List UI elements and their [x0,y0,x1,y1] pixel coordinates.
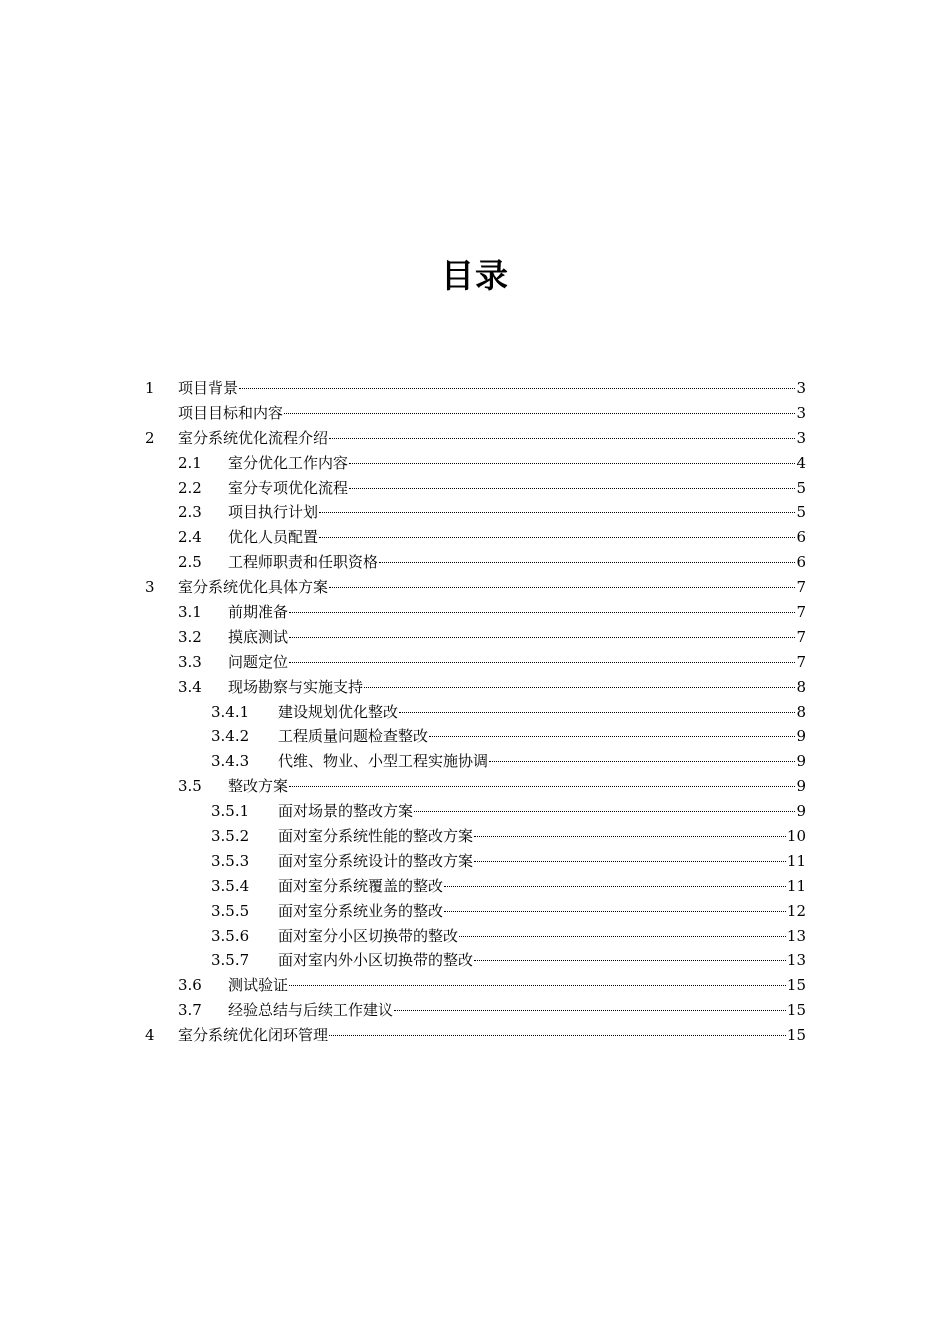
toc-dot-leader [329,587,795,588]
toc-entry-number: 1 [145,379,155,397]
toc-entry-line [278,924,806,949]
toc-dot-leader [289,786,795,787]
toc-entry-number: 3.2 [178,627,202,646]
toc-entry[interactable] [0,426,950,451]
toc-entry-line [178,401,806,426]
toc-dot-leader [399,712,795,713]
toc-entry[interactable] [0,799,950,824]
toc-entry-line [278,749,806,774]
toc-entry-line [278,724,806,749]
toc-entry-title: 面对场景的整改方案 [278,802,414,821]
toc-dot-leader [289,637,795,638]
toc-entry[interactable] [0,451,950,476]
toc-entry-title: 室分系统优化闭环管理 [178,1026,329,1045]
toc-entry-title: 前期准备 [228,603,289,622]
toc-entry-line [228,774,806,799]
toc-dot-leader [364,687,795,688]
toc-entry-page-number: 7 [796,627,806,646]
toc-entry[interactable] [0,973,950,998]
toc-entry[interactable] [0,924,950,949]
toc-entry-title: 面对室分系统性能的整改方案 [278,827,474,846]
toc-entry-number: 3.5.3 [211,851,250,870]
toc-dot-leader [349,463,795,464]
toc-dot-leader [284,413,795,414]
toc-entry-line [278,874,806,899]
toc-entry[interactable] [0,749,950,774]
toc-entry-page-number: 9 [796,802,806,821]
toc-entry[interactable] [0,376,950,401]
toc-entry[interactable] [0,650,950,675]
toc-entry-number: 2.5 [178,553,202,572]
toc-entry-number: 2.1 [178,453,202,472]
toc-entry-line [278,799,806,824]
toc-entry-number: 3.1 [178,603,202,622]
toc-entry-page-number: 4 [796,453,806,472]
toc-dot-leader [414,811,795,812]
toc-entry-page-number: 3 [796,403,806,422]
toc-entry[interactable] [0,675,950,700]
toc-entry[interactable] [0,948,950,973]
toc-entry-page-number: 8 [796,702,806,721]
toc-entry-page-number: 11 [786,851,806,870]
toc-entry[interactable] [0,625,950,650]
toc-entry-title: 代维、物业、小型工程实施协调 [278,752,489,771]
toc-entry-number: 3.7 [178,1001,202,1020]
toc-entry-title: 优化人员配置 [228,528,319,547]
toc-entry-title: 测试验证 [228,976,289,995]
toc-dot-leader [429,736,795,737]
toc-entry-line [228,476,806,501]
toc-entry[interactable] [0,874,950,899]
toc-entry-number: 2.4 [178,528,202,547]
toc-entry-title: 面对室分小区切换带的整改 [278,926,459,945]
toc-entry-page-number: 9 [796,777,806,796]
toc-entry[interactable] [0,401,950,426]
toc-entry-page-number: 7 [796,603,806,622]
toc-entry-number: 2.2 [178,478,202,497]
toc-entry-line [228,550,806,575]
toc-entry-line [228,600,806,625]
toc-entry-line [278,700,806,725]
toc-dot-leader [349,488,795,489]
toc-entry-number: 3.5.2 [211,827,250,846]
toc-entry-number: 2 [145,428,155,447]
toc-entry-page-number: 7 [796,578,806,597]
toc-entry-line [178,1023,806,1048]
toc-entry-number: 3.4.2 [211,727,250,746]
toc-entry-page-number: 15 [786,976,806,995]
toc-entry-line [228,500,806,525]
toc-entry-title: 室分系统优化具体方案 [178,578,329,597]
toc-entry-title: 项目背景 [178,379,239,397]
toc-entry-line [178,426,806,451]
toc-entry[interactable] [0,500,950,525]
toc-dot-leader [329,438,795,439]
toc-entry[interactable] [0,600,950,625]
toc-entry[interactable] [0,849,950,874]
toc-entry-line [228,525,806,550]
toc-entry-title: 工程质量问题检查整改 [278,727,429,746]
toc-entry-number: 3 [145,578,155,597]
toc-entry[interactable] [0,525,950,550]
toc-entry[interactable] [0,575,950,600]
toc-entry-page-number: 15 [786,1001,806,1020]
toc-entry-line [278,899,806,924]
toc-entry-title: 摸底测试 [228,627,289,646]
toc-entry-line [228,451,806,476]
toc-entry-line [228,998,806,1023]
toc-entry-number: 3.5.7 [211,951,250,970]
toc-dot-leader [459,936,786,937]
toc-entry-line [178,575,806,600]
toc-entry-page-number: 8 [796,677,806,696]
toc-entry-title: 室分专项优化流程 [228,478,349,497]
toc-entry[interactable] [0,724,950,749]
toc-dot-leader [489,761,795,762]
toc-entry-title: 面对室分系统设计的整改方案 [278,851,474,870]
toc-entry[interactable] [0,998,950,1023]
toc-entry-title: 现场勘察与实施支持 [228,677,364,696]
toc-entry-page-number: 12 [786,901,806,920]
toc-entry-title: 面对室分系统业务的整改 [278,901,444,920]
toc-dot-leader [444,911,786,912]
toc-entry-line [228,973,806,998]
toc-entry-title: 室分优化工作内容 [228,453,349,472]
toc-entry[interactable] [0,824,950,849]
toc-entry-page-number: 5 [796,478,806,497]
toc-entry-number: 3.4.1 [211,702,250,721]
toc-entry-page-number: 9 [796,727,806,746]
toc-entry-line [278,849,806,874]
toc-entry-line [278,824,806,849]
toc-entry-title: 整改方案 [228,777,289,796]
toc-entry-line [228,650,806,675]
toc-dot-leader [289,985,786,986]
toc-entry[interactable] [0,1023,950,1048]
toc-entry-title: 经验总结与后续工作建议 [228,1001,394,1020]
toc-entry-title: 面对室分系统覆盖的整改 [278,876,444,895]
toc-entry-page-number: 11 [786,876,806,895]
toc-entry-page-number: 3 [796,428,806,447]
toc-dot-leader [379,562,795,563]
toc-entry-title: 问题定位 [228,652,289,671]
toc-entry-line [178,376,806,401]
toc-entry[interactable] [0,899,950,924]
toc-entry-line [228,625,806,650]
toc-dot-leader [319,512,795,513]
toc-entry-title: 建设规划优化整改 [278,702,399,721]
toc-entry-page-number: 5 [796,503,806,522]
toc-dot-leader [289,662,795,663]
toc-entry-number: 3.4 [178,677,202,696]
toc-entry-number: 3.5 [178,777,202,796]
toc-entry-number: 2.3 [178,503,202,522]
toc-entry[interactable] [0,700,950,725]
toc-entry-title: 室分系统优化流程介绍 [178,428,329,447]
toc-dot-leader [474,960,786,961]
toc-entry-page-number: 13 [786,926,806,945]
toc-entry-line [278,948,806,973]
toc-entry-number: 3.5.6 [211,926,250,945]
toc-entry-title: 面对室内外小区切换带的整改 [278,951,474,970]
toc-dot-leader [289,612,795,613]
toc-entry-number: 3.5.4 [211,876,250,895]
toc-entry-title: 工程师职责和任职资格 [228,553,379,572]
toc-entry-page-number: 9 [796,752,806,771]
toc-entry-title: 项目执行计划 [228,503,319,522]
toc-entry-page-number: 10 [786,827,806,846]
toc-title: 目录 [441,256,509,295]
toc-entry-page-number: 3 [796,379,806,397]
toc-dot-leader [319,537,795,538]
toc-entry-number: 3.3 [178,652,202,671]
toc-entry-page-number: 6 [796,528,806,547]
toc-dot-leader [444,886,786,887]
toc-dot-leader [394,1010,786,1011]
toc-entry-page-number: 15 [786,1026,806,1045]
toc-entry-line [228,675,806,700]
toc-dot-leader [474,836,786,837]
toc-entry-number: 3.5.1 [211,802,250,821]
toc-entry-number: 3.5.5 [211,901,250,920]
toc-entry-title: 项目目标和内容 [178,403,284,422]
toc-entry[interactable] [0,774,950,799]
toc-entry[interactable] [0,550,950,575]
toc-entry-page-number: 6 [796,553,806,572]
toc-entry-number: 4 [145,1026,155,1045]
table-of-contents [0,376,950,1048]
toc-dot-leader [474,861,786,862]
toc-entry-page-number: 7 [796,652,806,671]
toc-entry[interactable] [0,476,950,501]
toc-entry-number: 3.4.3 [211,752,250,771]
toc-dot-leader [239,388,795,389]
toc-entry-page-number: 13 [786,951,806,970]
toc-entry-number: 3.6 [178,976,202,995]
toc-dot-leader [329,1035,786,1036]
